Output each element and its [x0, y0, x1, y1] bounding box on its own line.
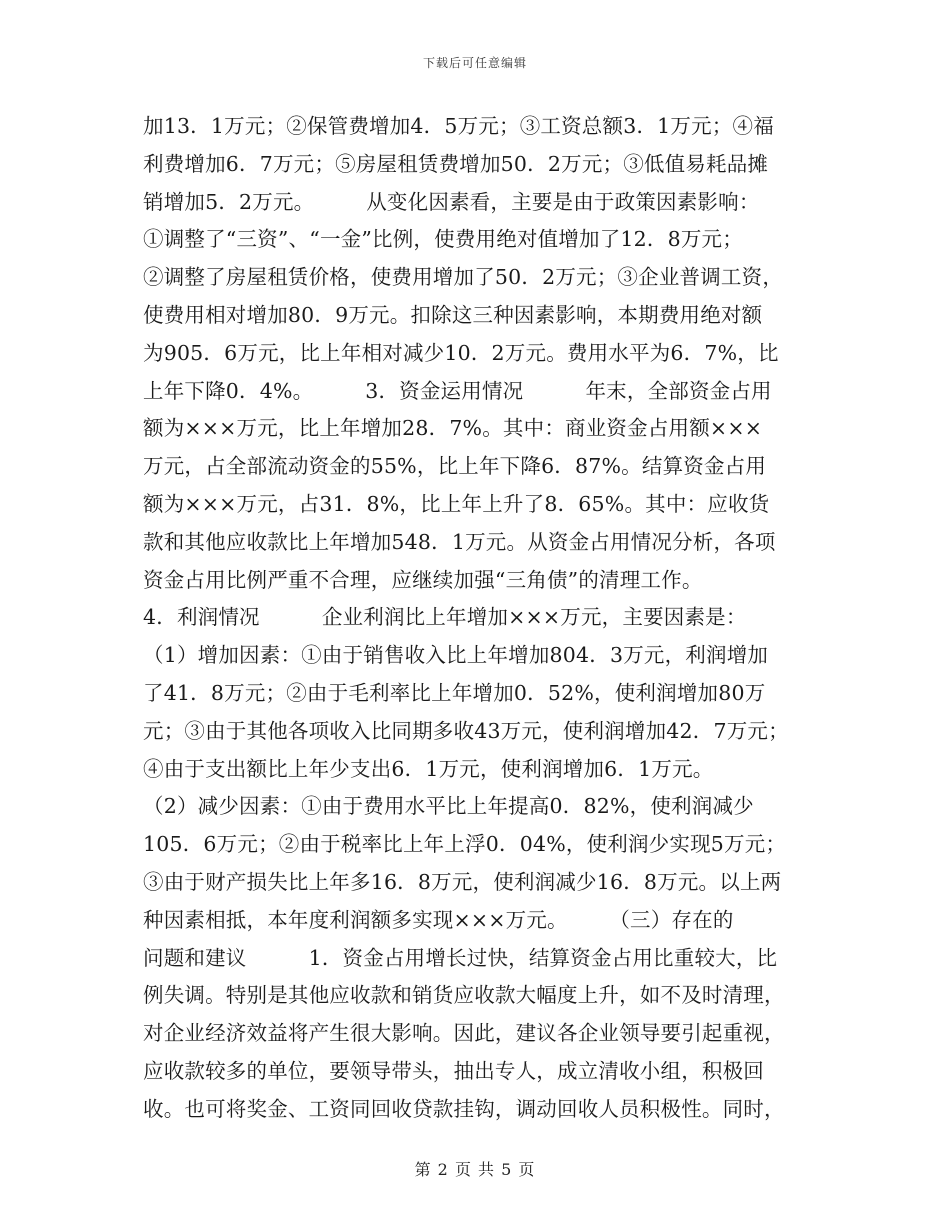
text-line: 利费增加6．7万元；⑤房屋租赁费增加50．2万元；③低值易耗品摊: [143, 151, 769, 176]
text-line: 问题和建议 1．资金占用增长过快，结算资金占用比重较大，比: [143, 945, 778, 970]
text-line: 使费用相对增加80．9万元。扣除这三种因素影响，本期费用绝对额: [143, 302, 763, 327]
text-line: 种因素相抵，本年度利润额多实现×××万元。 （三）存在的: [143, 907, 734, 932]
text-line: 例失调。特别是其他应收款和销货应收款大幅度上升，如不及时清理，: [143, 983, 785, 1008]
text-line: ③由于财产损失比上年多16．8万元，使利润减少16．8万元。以上两: [143, 869, 782, 894]
text-line: ①调整了“三资”、“一金”比例，使费用绝对值增加了12．8万元；: [143, 227, 743, 252]
text-line: ④由于支出额比上年少支出6．1万元，使利润增加6．1万元。: [143, 756, 714, 781]
text-line: 额为×××万元，占31．8%，比上年上升了8．65%。其中：应收货: [143, 491, 770, 516]
text-line: 为905．6万元，比上年相对减少10．2万元。费用水平为6．7%，比: [143, 340, 779, 365]
text-line: 资金占用比例严重不合理，应继续加强“三角债”的清理工作。: [143, 567, 703, 592]
text-line: 上年下降0．4%。 3．资金运用情况 年末，全部资金占用: [143, 378, 772, 403]
text-line: 应收款较多的单位，要领导带头，抽出专人，成立清收小组，积极回: [143, 1058, 764, 1083]
text-line: 元；③由于其他各项收入比同期多收43万元，使利润增加42．7万元；: [143, 718, 789, 743]
text-line: 对企业经济效益将产生很大影响。因此，建议各企业领导要引起重视，: [143, 1021, 785, 1046]
text-line: 款和其他应收款比上年增加548．1万元。从资金占用情况分析，各项: [143, 529, 776, 554]
text-line: 销增加5．2万元。 从变化因素看，主要是由于政策因素影响：: [143, 189, 760, 214]
body-text: [143, 108, 811, 1129]
text-line: ②调整了房屋租赁价格，使费用增加了50．2万元；③企业普调工资，: [143, 265, 784, 290]
text-line: （2）减少因素：①由于费用水平比上年提高0．82%，使利润减少: [143, 794, 754, 819]
text-line: 4．利润情况 企业利润比上年增加×××万元，主要因素是：: [143, 605, 747, 630]
text-line: 105．6万元；②由于税率比上年上浮0．04%，使利润少实现5万元；: [143, 832, 787, 857]
text-line: 收。也可将奖金、工资同回收贷款挂钩，调动回收人员积极性。同时，: [143, 1096, 785, 1121]
page-header: 下载后可任意编辑: [422, 56, 527, 70]
text-line: 了41．8万元；②由于毛利率比上年增加0．52%，使利润增加80万: [143, 680, 766, 705]
text-line: 万元，占全部流动资金的55%，比上年下降6．87%。结算资金占用: [143, 454, 767, 479]
text-line: 额为×××万元，比上年增加28．7%。其中：商业资金占用额×××: [143, 416, 763, 441]
text-line: 加13．1万元；②保管费增加4．5万元；③工资总额3．1万元；④福: [143, 114, 774, 138]
page-footer: 第 2 页 共 5 页: [414, 1160, 536, 1179]
text-line: （1）增加因素：①由于销售收入比上年增加804．3万元，利润增加: [143, 643, 769, 668]
